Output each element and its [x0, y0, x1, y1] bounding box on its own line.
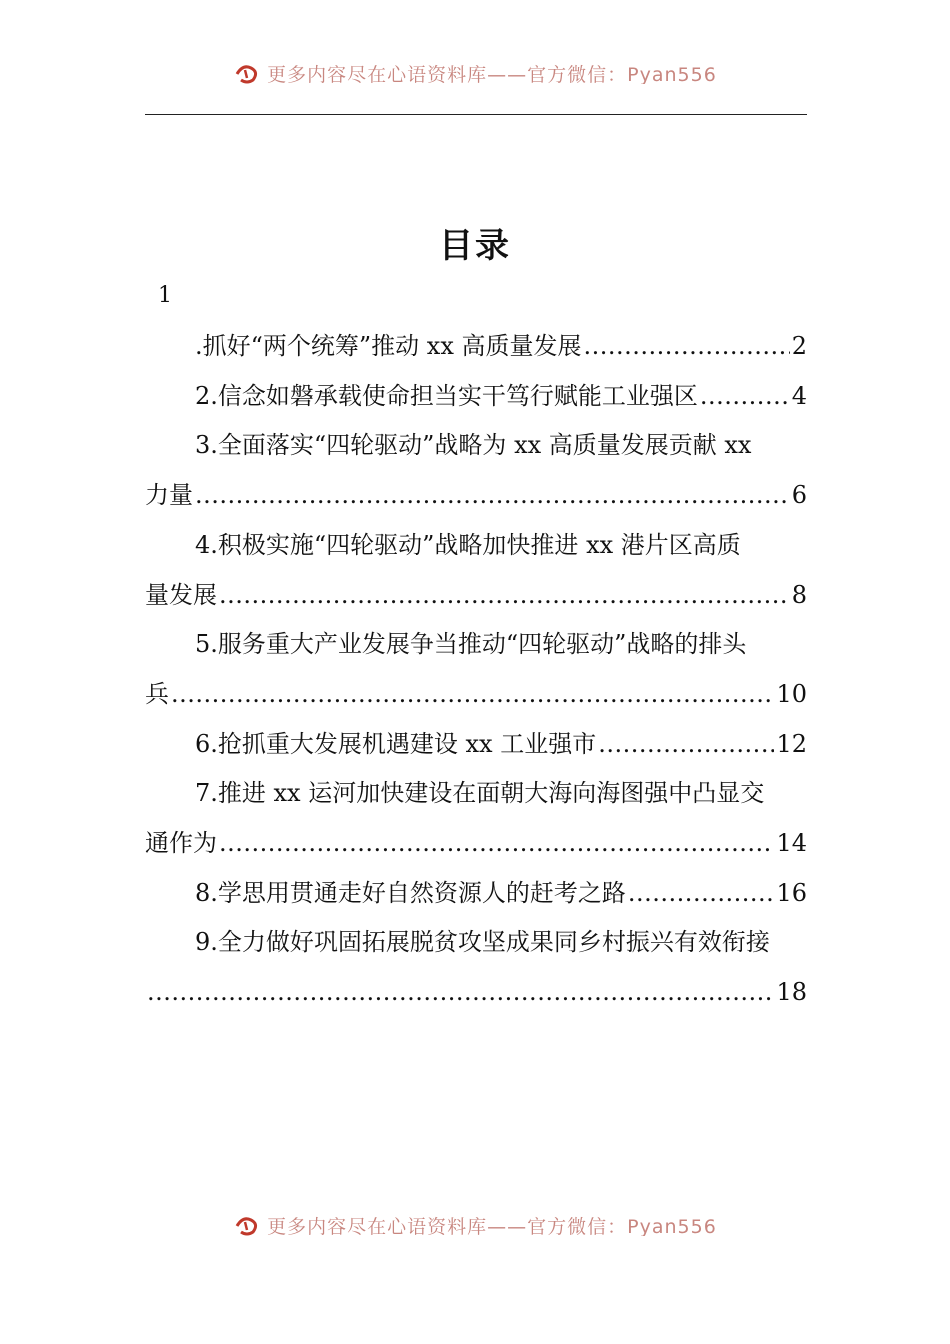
- toc-entry[interactable]: [145, 322, 807, 372]
- watermark-logo-icon: [233, 1212, 263, 1236]
- toc-leader-dots: [700, 372, 790, 422]
- toc-entry[interactable]: [145, 769, 807, 868]
- toc-entry[interactable]: [145, 521, 807, 620]
- header-rule: [145, 114, 807, 115]
- stray-number: 1: [158, 283, 172, 308]
- toc-entry-text: 4.积极实施“四轮驱动”战略加快推进 xx 港片区高质: [195, 530, 741, 559]
- toc-page-number: 6: [791, 481, 807, 510]
- toc-entry-text: 6.抢抓重大发展机遇建设 xx 工业强市: [195, 729, 597, 758]
- toc-entry-text: 通作为: [145, 829, 217, 858]
- toc-entry[interactable]: [145, 421, 807, 520]
- toc-entry[interactable]: [145, 720, 807, 770]
- toc-entry-text: 9.全力做好巩固拓展脱贫攻坚成果同乡村振兴有效衔接: [195, 928, 770, 957]
- toc-entry-text: 7.推进 xx 运河加快建设在面朝大海向海图强中凸显交: [195, 779, 765, 808]
- toc-leader-dots: [584, 322, 790, 372]
- toc-entry-text: 兵: [145, 679, 169, 708]
- header-watermark: [0, 60, 950, 84]
- toc-entry-text: 8.学思用贯通走好自然资源人的赶考之路: [195, 878, 626, 907]
- toc-entry[interactable]: [145, 918, 807, 1017]
- toc-page-number: 16: [776, 878, 807, 907]
- toc-page-number: 12: [776, 729, 807, 758]
- toc-page-number: 4: [791, 381, 807, 410]
- toc-entry-text: .抓好“两个统筹”推动 xx 高质量发展: [195, 332, 582, 360]
- toc-entry[interactable]: [145, 869, 807, 919]
- watermark-text: 更多内容尽在心语资料库——官方微信：Pyan556: [267, 1216, 717, 1236]
- toc-leader-dots: [195, 471, 790, 521]
- toc-page-number: 14: [776, 829, 807, 858]
- toc-page-number: 2: [791, 332, 807, 360]
- toc-entry-text: 力量: [145, 481, 193, 510]
- footer-watermark: [0, 1212, 950, 1236]
- toc-entry-text: 5.服务重大产业发展争当推动“四轮驱动”战略的排头: [195, 630, 747, 659]
- toc-page-number: 18: [776, 978, 807, 1007]
- toc-page-number: 8: [791, 580, 807, 609]
- toc-entry[interactable]: [145, 372, 807, 422]
- watermark-logo-icon: [233, 60, 263, 84]
- toc-entry[interactable]: [145, 620, 807, 719]
- toc-entry-text: 3.全面落实“四轮驱动”战略为 xx 高质量发展贡献 xx: [195, 431, 752, 460]
- table-of-contents: [145, 322, 807, 1018]
- toc-entry-text: 量发展: [145, 580, 217, 609]
- toc-leader-dots: [171, 670, 774, 720]
- toc-page-number: 10: [776, 679, 807, 708]
- toc-leader-dots: [628, 869, 775, 919]
- toc-leader-dots: [598, 720, 774, 770]
- toc-entry-text: 2.信念如磐承载使命担当实干笃行赋能工业强区: [195, 381, 698, 410]
- toc-leader-dots: [219, 571, 790, 621]
- watermark-text: 更多内容尽在心语资料库——官方微信：Pyan556: [267, 64, 717, 84]
- toc-leader-dots: [219, 819, 774, 869]
- toc-leader-dots: [147, 968, 774, 1018]
- page-title: 目录: [439, 226, 511, 266]
